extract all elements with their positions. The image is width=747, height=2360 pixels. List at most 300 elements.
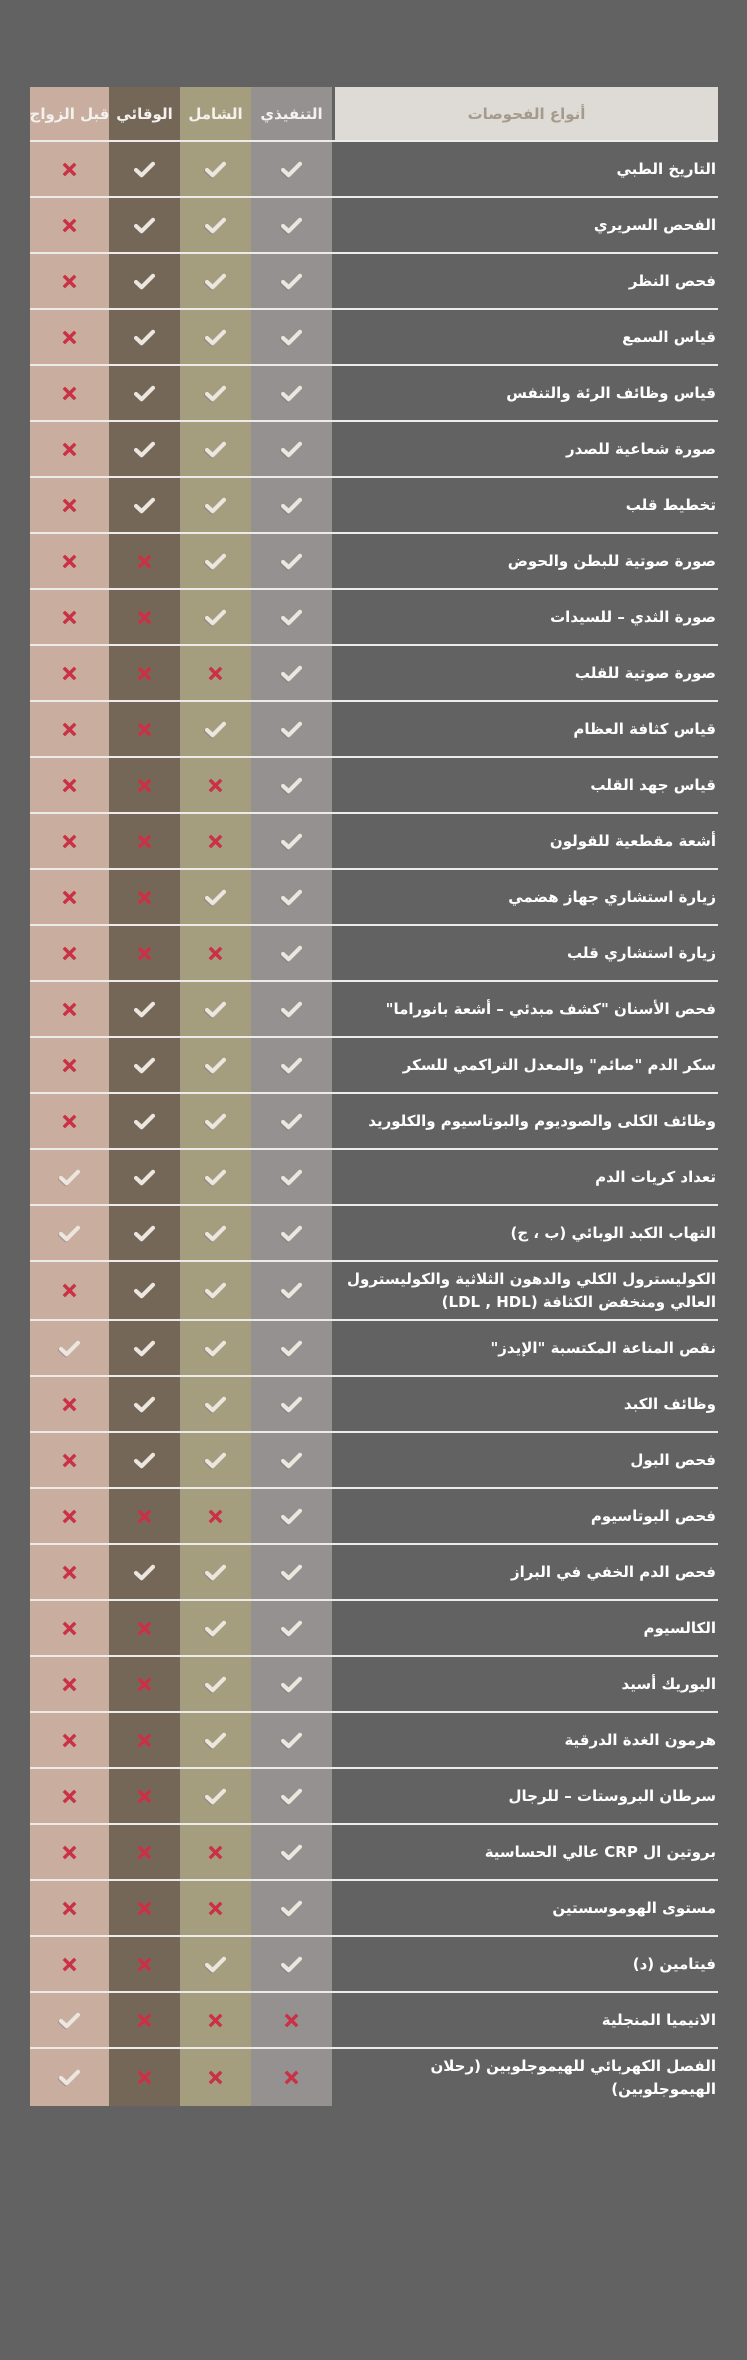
cross-icon bbox=[62, 834, 77, 849]
cross-icon bbox=[137, 1845, 152, 1860]
table-row bbox=[30, 196, 718, 252]
mark-cell-premarital bbox=[30, 534, 109, 588]
check-icon bbox=[133, 1340, 156, 1357]
test-name-label: هرمون الغدة الدرقية bbox=[564, 1730, 716, 1749]
check-icon bbox=[280, 609, 303, 626]
cross-icon bbox=[137, 1509, 152, 1524]
test-name-label: فحص البوتاسيوم bbox=[590, 1506, 716, 1525]
mark-cell-executive bbox=[251, 982, 332, 1036]
mark-cell-executive bbox=[251, 1038, 332, 1092]
test-name-label: وظائف الكلى والصوديوم والبوتاسيوم والكلوريد bbox=[368, 1111, 716, 1130]
cross-icon bbox=[62, 1789, 77, 1804]
mark-cell-premarital bbox=[30, 1038, 109, 1092]
check-icon bbox=[204, 609, 227, 626]
mark-cell-premarital bbox=[30, 2049, 109, 2106]
mark-cell-executive bbox=[251, 198, 332, 252]
mark-cell-comprehensive bbox=[180, 198, 251, 252]
check-icon bbox=[204, 161, 227, 178]
mark-cell-preventive bbox=[109, 982, 180, 1036]
cross-icon bbox=[208, 1509, 223, 1524]
check-icon bbox=[204, 1113, 227, 1130]
check-icon bbox=[280, 1282, 303, 1299]
mark-cell-premarital bbox=[30, 142, 109, 196]
table-row bbox=[30, 1991, 718, 2047]
mark-cell-executive bbox=[251, 1206, 332, 1260]
mark-cell-comprehensive bbox=[180, 758, 251, 812]
mark-cell-preventive bbox=[109, 1321, 180, 1375]
check-icon bbox=[133, 385, 156, 402]
check-icon bbox=[204, 329, 227, 346]
mark-cell-preventive bbox=[109, 646, 180, 700]
mark-cell-comprehensive bbox=[180, 814, 251, 868]
test-name-label: قياس وظائف الرئة والتنفس bbox=[506, 383, 716, 402]
mark-cell-preventive bbox=[109, 814, 180, 868]
mark-cell-executive bbox=[251, 1825, 332, 1879]
mark-cell-premarital bbox=[30, 1377, 109, 1431]
cross-icon bbox=[62, 1002, 77, 1017]
cross-icon bbox=[62, 1283, 77, 1298]
mark-cell-premarital bbox=[30, 422, 109, 476]
check-icon bbox=[280, 1452, 303, 1469]
mark-cell-executive bbox=[251, 926, 332, 980]
cross-icon bbox=[62, 162, 77, 177]
test-name-label: فحص النظر bbox=[628, 271, 716, 290]
column-header-preventive: الوقائي bbox=[109, 87, 180, 140]
mark-cell-comprehensive bbox=[180, 254, 251, 308]
table-row bbox=[30, 700, 718, 756]
check-icon bbox=[280, 1788, 303, 1805]
mark-cell-executive bbox=[251, 1993, 332, 2047]
cross-icon bbox=[208, 2070, 223, 2085]
check-icon bbox=[133, 497, 156, 514]
test-name-label: فيتامين (د) bbox=[632, 1954, 716, 1973]
cross-icon bbox=[208, 666, 223, 681]
mark-cell-premarital bbox=[30, 1262, 109, 1319]
mark-cell-comprehensive bbox=[180, 1262, 251, 1319]
mark-cell-premarital bbox=[30, 1881, 109, 1935]
mark-cell-comprehensive bbox=[180, 478, 251, 532]
check-icon bbox=[58, 2069, 81, 2086]
test-name-label: زيارة استشاري قلب bbox=[567, 943, 716, 962]
mark-cell-comprehensive bbox=[180, 1881, 251, 1935]
check-icon bbox=[280, 1169, 303, 1186]
cross-icon bbox=[62, 330, 77, 345]
table-row bbox=[30, 476, 718, 532]
mark-cell-premarital bbox=[30, 198, 109, 252]
cross-icon bbox=[137, 610, 152, 625]
cross-icon bbox=[137, 666, 152, 681]
check-icon bbox=[133, 441, 156, 458]
mark-cell-executive bbox=[251, 1601, 332, 1655]
table-row bbox=[30, 1599, 718, 1655]
cross-icon bbox=[137, 1677, 152, 1692]
mark-cell-premarital bbox=[30, 814, 109, 868]
cross-icon bbox=[62, 778, 77, 793]
mark-cell-premarital bbox=[30, 1150, 109, 1204]
table-row bbox=[30, 1375, 718, 1431]
test-name-label: صورة شعاعية للصدر bbox=[566, 439, 716, 458]
mark-cell-executive bbox=[251, 1545, 332, 1599]
check-icon bbox=[280, 1340, 303, 1357]
mark-cell-comprehensive bbox=[180, 1489, 251, 1543]
test-name-label: صورة صوتية للبطن والحوض bbox=[507, 551, 716, 570]
table-row bbox=[30, 1543, 718, 1599]
mark-cell-executive bbox=[251, 1713, 332, 1767]
mark-cell-preventive bbox=[109, 1206, 180, 1260]
check-icon bbox=[280, 1001, 303, 1018]
mark-cell-preventive bbox=[109, 142, 180, 196]
mark-cell-premarital bbox=[30, 1825, 109, 1879]
mark-cell-executive bbox=[251, 1094, 332, 1148]
check-icon bbox=[280, 1508, 303, 1525]
cross-icon bbox=[62, 946, 77, 961]
mark-cell-preventive bbox=[109, 1713, 180, 1767]
check-icon bbox=[204, 1057, 227, 1074]
check-icon bbox=[280, 889, 303, 906]
cross-icon bbox=[137, 2013, 152, 2028]
cross-icon bbox=[208, 2013, 223, 2028]
test-name-label: نقص المناعة المكتسبة "الإيدز" bbox=[490, 1338, 716, 1357]
check-icon bbox=[204, 217, 227, 234]
check-icon bbox=[280, 1956, 303, 1973]
cross-icon bbox=[62, 274, 77, 289]
test-name-label: الكالسيوم bbox=[643, 1618, 716, 1637]
mark-cell-executive bbox=[251, 1377, 332, 1431]
cross-icon bbox=[62, 1114, 77, 1129]
mark-cell-premarital bbox=[30, 1094, 109, 1148]
mark-cell-preventive bbox=[109, 1489, 180, 1543]
table-row bbox=[30, 644, 718, 700]
mark-cell-executive bbox=[251, 1881, 332, 1935]
mark-cell-executive bbox=[251, 2049, 332, 2106]
test-name-label: أشعة مقطعية للقولون bbox=[549, 831, 716, 850]
check-icon bbox=[58, 1340, 81, 1357]
check-icon bbox=[204, 1396, 227, 1413]
cross-icon bbox=[284, 2070, 299, 2085]
check-icon bbox=[280, 1564, 303, 1581]
mark-cell-premarital bbox=[30, 1206, 109, 1260]
mark-cell-premarital bbox=[30, 254, 109, 308]
mark-cell-comprehensive bbox=[180, 590, 251, 644]
check-icon bbox=[280, 1225, 303, 1242]
check-icon bbox=[133, 1169, 156, 1186]
test-name-label: قياس السمع bbox=[622, 327, 716, 346]
mark-cell-preventive bbox=[109, 870, 180, 924]
mark-cell-comprehensive bbox=[180, 1825, 251, 1879]
mark-cell-preventive bbox=[109, 198, 180, 252]
check-icon bbox=[204, 1001, 227, 1018]
mark-cell-premarital bbox=[30, 366, 109, 420]
table-row bbox=[30, 420, 718, 476]
mark-cell-premarital bbox=[30, 870, 109, 924]
table-row bbox=[30, 1935, 718, 1991]
check-icon bbox=[133, 217, 156, 234]
test-name-label: قياس كثافة العظام bbox=[573, 719, 716, 738]
check-icon bbox=[204, 889, 227, 906]
mark-cell-preventive bbox=[109, 1262, 180, 1319]
table-body bbox=[30, 140, 718, 2106]
mark-cell-comprehensive bbox=[180, 1150, 251, 1204]
table-row bbox=[30, 1655, 718, 1711]
cross-icon bbox=[62, 1733, 77, 1748]
mark-cell-comprehensive bbox=[180, 926, 251, 980]
mark-cell-comprehensive bbox=[180, 1937, 251, 1991]
mark-cell-premarital bbox=[30, 1713, 109, 1767]
mark-cell-preventive bbox=[109, 1993, 180, 2047]
mark-cell-premarital bbox=[30, 982, 109, 1036]
table-row bbox=[30, 924, 718, 980]
mark-cell-comprehensive bbox=[180, 1993, 251, 2047]
test-name-label: فحص الدم الخفي في البراز bbox=[511, 1562, 716, 1581]
mark-cell-executive bbox=[251, 814, 332, 868]
check-icon bbox=[204, 1788, 227, 1805]
table-row bbox=[30, 980, 718, 1036]
test-name-label: التاريخ الطبي bbox=[616, 159, 716, 178]
check-icon bbox=[204, 441, 227, 458]
mark-cell-executive bbox=[251, 1937, 332, 1991]
check-icon bbox=[204, 553, 227, 570]
mark-cell-premarital bbox=[30, 590, 109, 644]
check-icon bbox=[280, 777, 303, 794]
check-icon bbox=[133, 1564, 156, 1581]
cross-icon bbox=[62, 442, 77, 457]
mark-cell-executive bbox=[251, 310, 332, 364]
check-icon bbox=[58, 2012, 81, 2029]
cross-icon bbox=[208, 946, 223, 961]
table-row bbox=[30, 140, 718, 196]
cross-icon bbox=[62, 1621, 77, 1636]
cross-icon bbox=[137, 890, 152, 905]
check-icon bbox=[280, 553, 303, 570]
check-icon bbox=[280, 329, 303, 346]
mark-cell-preventive bbox=[109, 1094, 180, 1148]
mark-cell-preventive bbox=[109, 366, 180, 420]
test-name-label: فحص الأسنان "كشف مبدئي – أشعة بانوراما" bbox=[385, 999, 716, 1018]
table-row bbox=[30, 1767, 718, 1823]
table-row bbox=[30, 1487, 718, 1543]
mark-cell-executive bbox=[251, 422, 332, 476]
check-icon bbox=[204, 1169, 227, 1186]
column-header-comprehensive: الشامل bbox=[180, 87, 251, 140]
mark-cell-comprehensive bbox=[180, 1321, 251, 1375]
cross-icon bbox=[62, 1453, 77, 1468]
check-icon bbox=[133, 329, 156, 346]
mark-cell-preventive bbox=[109, 926, 180, 980]
mark-cell-comprehensive bbox=[180, 422, 251, 476]
table-row bbox=[30, 1260, 718, 1319]
column-header-test-types: أنواع الفحوصات bbox=[332, 87, 718, 140]
mark-cell-comprehensive bbox=[180, 1206, 251, 1260]
mark-cell-comprehensive bbox=[180, 702, 251, 756]
check-icon bbox=[280, 1732, 303, 1749]
mark-cell-comprehensive bbox=[180, 1545, 251, 1599]
cross-icon bbox=[62, 1901, 77, 1916]
check-icon bbox=[133, 161, 156, 178]
test-name-label: اليوريك أسيد bbox=[621, 1674, 716, 1693]
check-icon bbox=[58, 1225, 81, 1242]
table-row bbox=[30, 532, 718, 588]
check-icon bbox=[204, 1564, 227, 1581]
cross-icon bbox=[137, 554, 152, 569]
table-row bbox=[30, 1092, 718, 1148]
mark-cell-preventive bbox=[109, 534, 180, 588]
mark-cell-premarital bbox=[30, 758, 109, 812]
mark-cell-executive bbox=[251, 590, 332, 644]
check-icon bbox=[204, 1452, 227, 1469]
cross-icon bbox=[62, 1957, 77, 1972]
test-name-label: وظائف الكبد bbox=[623, 1394, 716, 1413]
check-icon bbox=[133, 1452, 156, 1469]
check-icon bbox=[280, 441, 303, 458]
cross-icon bbox=[62, 498, 77, 513]
mark-cell-comprehensive bbox=[180, 534, 251, 588]
check-icon bbox=[204, 1732, 227, 1749]
mark-cell-executive bbox=[251, 1769, 332, 1823]
check-icon bbox=[204, 1225, 227, 1242]
table-row bbox=[30, 868, 718, 924]
cross-icon bbox=[137, 1733, 152, 1748]
cross-icon bbox=[137, 1901, 152, 1916]
mark-cell-preventive bbox=[109, 1601, 180, 1655]
cross-icon bbox=[137, 1957, 152, 1972]
test-name-label: مستوى الهوموسستين bbox=[552, 1898, 716, 1917]
mark-cell-premarital bbox=[30, 646, 109, 700]
mark-cell-comprehensive bbox=[180, 142, 251, 196]
mark-cell-executive bbox=[251, 1150, 332, 1204]
mark-cell-comprehensive bbox=[180, 2049, 251, 2106]
test-name-label: زيارة استشاري جهاز هضمي bbox=[508, 887, 716, 906]
mark-cell-preventive bbox=[109, 590, 180, 644]
cross-icon bbox=[62, 218, 77, 233]
check-icon bbox=[280, 497, 303, 514]
table-row bbox=[30, 308, 718, 364]
mark-cell-executive bbox=[251, 870, 332, 924]
check-icon bbox=[280, 665, 303, 682]
check-icon bbox=[204, 1282, 227, 1299]
mark-cell-premarital bbox=[30, 1937, 109, 1991]
mark-cell-premarital bbox=[30, 1433, 109, 1487]
mark-cell-executive bbox=[251, 1489, 332, 1543]
cross-icon bbox=[62, 1058, 77, 1073]
check-icon bbox=[280, 1900, 303, 1917]
mark-cell-premarital bbox=[30, 1993, 109, 2047]
mark-cell-premarital bbox=[30, 1657, 109, 1711]
table-row bbox=[30, 756, 718, 812]
table-row bbox=[30, 812, 718, 868]
mark-cell-premarital bbox=[30, 1321, 109, 1375]
test-name-label: الانيميا المنجلية bbox=[601, 2010, 716, 2029]
mark-cell-comprehensive bbox=[180, 1713, 251, 1767]
mark-cell-executive bbox=[251, 1657, 332, 1711]
table-header-row bbox=[30, 87, 718, 140]
check-icon bbox=[280, 217, 303, 234]
mark-cell-preventive bbox=[109, 758, 180, 812]
cross-icon bbox=[284, 2013, 299, 2028]
table-row bbox=[30, 1711, 718, 1767]
table-row bbox=[30, 1319, 718, 1375]
check-icon bbox=[280, 833, 303, 850]
check-icon bbox=[204, 721, 227, 738]
cross-icon bbox=[62, 722, 77, 737]
mark-cell-comprehensive bbox=[180, 1601, 251, 1655]
mark-cell-preventive bbox=[109, 702, 180, 756]
test-name-label: سرطان البروستات – للرجال bbox=[508, 1786, 716, 1805]
check-icon bbox=[280, 1113, 303, 1130]
mark-cell-executive bbox=[251, 1433, 332, 1487]
mark-cell-executive bbox=[251, 534, 332, 588]
test-name-label: الكوليسترول الكلي والدهون الثلاثية والكوليسترول العالي ومنخفض الكثافة (LDL , HDL) bbox=[347, 1270, 716, 1311]
check-icon bbox=[280, 1396, 303, 1413]
mark-cell-executive bbox=[251, 366, 332, 420]
check-icon bbox=[58, 1169, 81, 1186]
column-header-premarital: قبل الزواج bbox=[30, 87, 109, 140]
mark-cell-preventive bbox=[109, 1937, 180, 1991]
check-icon bbox=[133, 1057, 156, 1074]
cross-icon bbox=[137, 778, 152, 793]
cross-icon bbox=[62, 890, 77, 905]
mark-cell-preventive bbox=[109, 1657, 180, 1711]
test-name-label: فحص البول bbox=[630, 1450, 716, 1469]
check-icon bbox=[133, 1113, 156, 1130]
mark-cell-comprehensive bbox=[180, 982, 251, 1036]
check-icon bbox=[280, 1844, 303, 1861]
test-name-label: الفصل الكهربائي للهيموجلوبين (رحلان الهيموجلوبين) bbox=[430, 2057, 716, 2098]
mark-cell-premarital bbox=[30, 478, 109, 532]
page-background bbox=[0, 87, 747, 2360]
check-icon bbox=[280, 273, 303, 290]
check-icon bbox=[280, 385, 303, 402]
mark-cell-comprehensive bbox=[180, 1769, 251, 1823]
mark-cell-comprehensive bbox=[180, 1433, 251, 1487]
table-row bbox=[30, 1823, 718, 1879]
mark-cell-executive bbox=[251, 758, 332, 812]
cross-icon bbox=[62, 1565, 77, 1580]
check-icon bbox=[280, 945, 303, 962]
mark-cell-premarital bbox=[30, 702, 109, 756]
test-name-label: تخطيط قلب bbox=[625, 495, 716, 514]
test-name-label: قياس جهد القلب bbox=[590, 775, 716, 794]
mark-cell-premarital bbox=[30, 310, 109, 364]
check-icon bbox=[204, 1340, 227, 1357]
mark-cell-executive bbox=[251, 702, 332, 756]
cross-icon bbox=[137, 946, 152, 961]
mark-cell-comprehensive bbox=[180, 870, 251, 924]
check-icon bbox=[280, 1676, 303, 1693]
column-header-executive: التنفيذي bbox=[251, 87, 332, 140]
mark-cell-preventive bbox=[109, 310, 180, 364]
cross-icon bbox=[62, 1677, 77, 1692]
mark-cell-comprehensive bbox=[180, 1094, 251, 1148]
mark-cell-comprehensive bbox=[180, 1038, 251, 1092]
cross-icon bbox=[208, 1901, 223, 1916]
test-name-label: تعداد كريات الدم bbox=[595, 1167, 716, 1186]
cross-icon bbox=[137, 722, 152, 737]
cross-icon bbox=[208, 834, 223, 849]
check-icon bbox=[280, 1057, 303, 1074]
table-row bbox=[30, 1431, 718, 1487]
cross-icon bbox=[137, 2070, 152, 2085]
mark-cell-premarital bbox=[30, 1601, 109, 1655]
mark-cell-premarital bbox=[30, 1489, 109, 1543]
mark-cell-premarital bbox=[30, 1545, 109, 1599]
test-name-label: بروتين ال CRP عالي الحساسية bbox=[484, 1842, 716, 1861]
mark-cell-comprehensive bbox=[180, 1377, 251, 1431]
mark-cell-preventive bbox=[109, 1825, 180, 1879]
mark-cell-comprehensive bbox=[180, 646, 251, 700]
cross-icon bbox=[208, 1845, 223, 1860]
table-row bbox=[30, 1879, 718, 1935]
mark-cell-preventive bbox=[109, 1433, 180, 1487]
